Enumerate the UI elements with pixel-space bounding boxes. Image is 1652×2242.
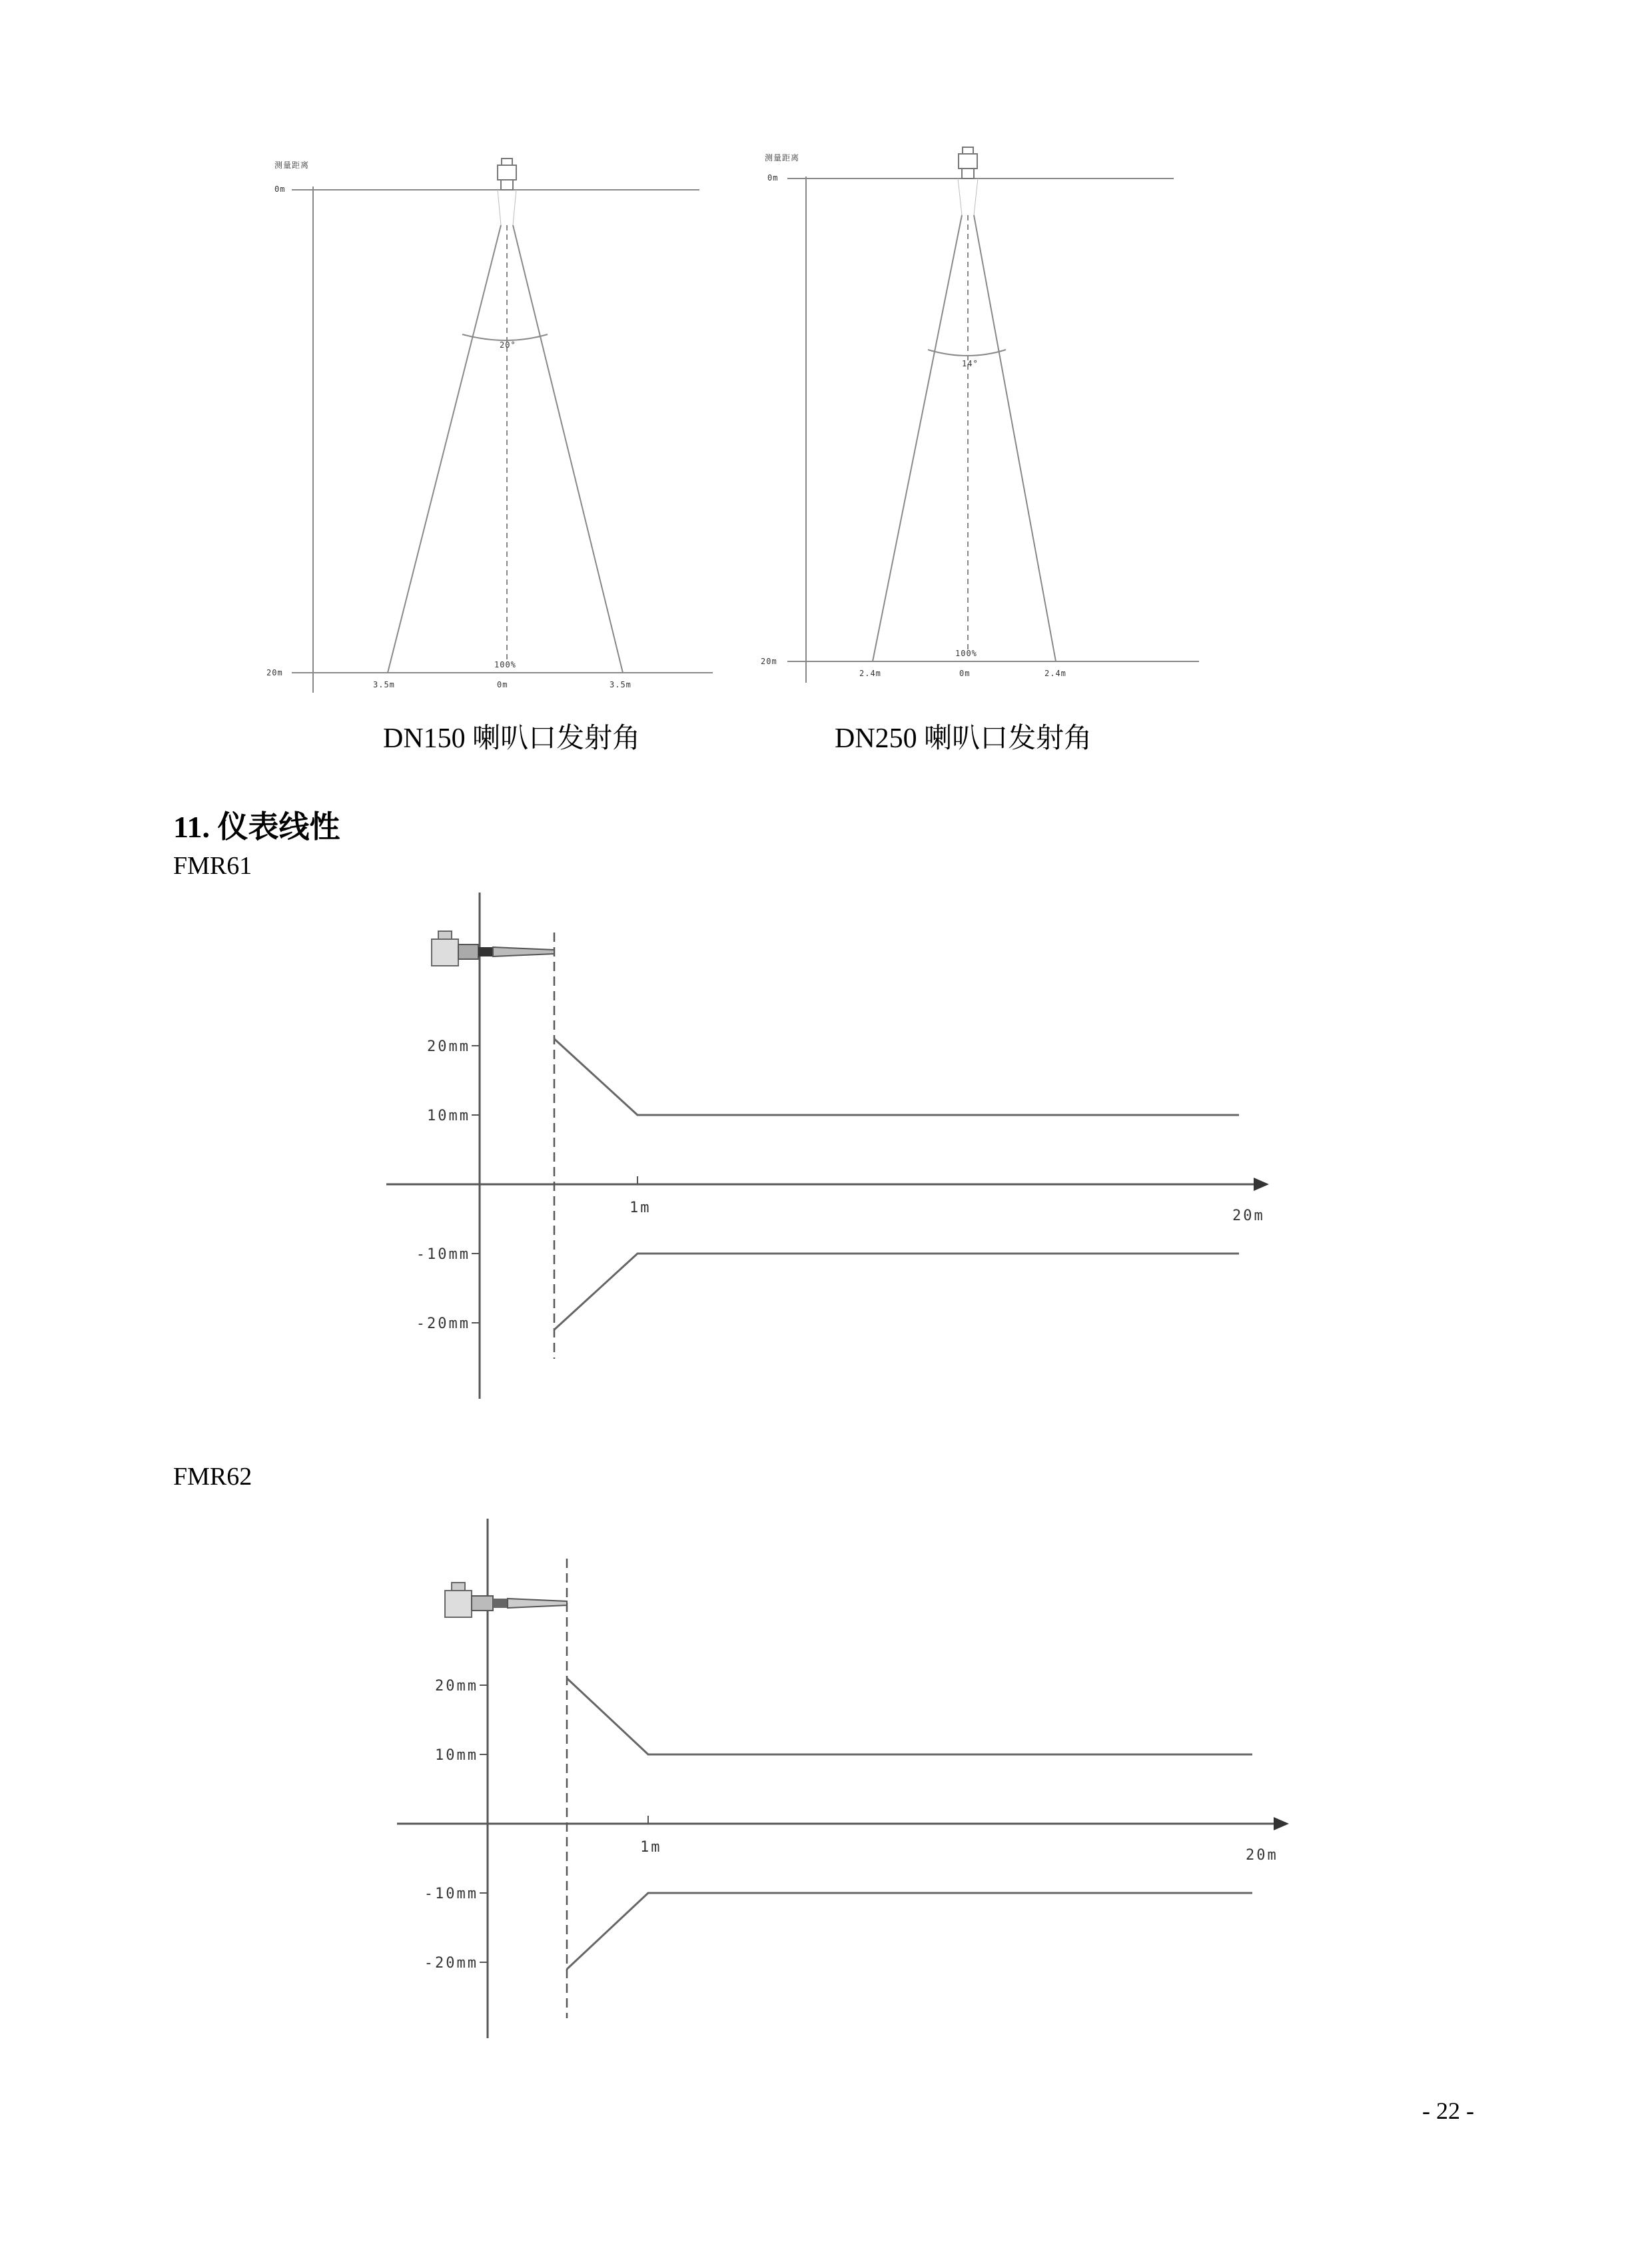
axis-title: 测量距离 [274, 161, 310, 170]
beam-right-edge [513, 225, 623, 673]
lower-tolerance-line [554, 1254, 1239, 1329]
top-tick-label: 0m [767, 173, 779, 183]
y-tick-label: -10mm [424, 1886, 478, 1902]
model-label-fmr62: FMR62 [173, 1463, 252, 1491]
lower-tolerance-line [567, 1893, 1252, 1969]
beam-right-edge [974, 215, 1056, 661]
x-axis-arrow-icon [1254, 1178, 1269, 1191]
right-width-label: 2.4m [1044, 669, 1066, 678]
center-percent-label: 100% [955, 649, 977, 658]
radar-sensor-icon [432, 931, 554, 966]
upper-tolerance-line [554, 1039, 1239, 1115]
center-width-label: 0m [959, 669, 971, 678]
caption-dn250: DN250 喇叭口发射角 [835, 723, 1092, 754]
left-width-label: 2.4m [859, 669, 881, 678]
radar-sensor-icon [959, 147, 977, 179]
y-tick-label: 10mm [435, 1747, 478, 1764]
page-number: - 22 - [1422, 2097, 1474, 2124]
left-width-label: 3.5m [373, 680, 395, 689]
x-tick-label: 1m [629, 1200, 651, 1216]
bottom-tick-label: 20m [266, 668, 283, 677]
upper-tolerance-line [567, 1679, 1252, 1754]
y-tick-label: -10mm [416, 1246, 470, 1263]
beam-angle-diagram-dn250 [759, 137, 1226, 689]
x-tick-label: 20m [1246, 1847, 1278, 1864]
angle-arc [462, 334, 548, 340]
y-tick-label: -20mm [424, 1955, 478, 1972]
linearity-chart-fmr62 [373, 1505, 1319, 2052]
beam-angle-diagram-dn150 [260, 147, 726, 699]
linearity-chart-fmr61 [373, 879, 1306, 1412]
bottom-tick-label: 20m [761, 657, 777, 666]
caption-dn150: DN150 喇叭口发射角 [383, 723, 641, 754]
y-tick-label: -20mm [416, 1315, 470, 1332]
beam-left-edge [388, 225, 501, 673]
x-tick-label: 1m [640, 1839, 662, 1856]
right-width-label: 3.5m [610, 680, 631, 689]
beam-left-edge [873, 215, 962, 661]
center-width-label: 0m [497, 680, 508, 689]
top-tick-label: 0m [274, 185, 286, 194]
angle-label: 14° [962, 359, 979, 368]
angle-label: 20° [500, 340, 516, 350]
radar-sensor-icon [445, 1583, 567, 1617]
model-label-fmr61: FMR61 [173, 852, 252, 880]
angle-arc [928, 350, 1006, 356]
center-percent-label: 100% [494, 660, 516, 669]
y-tick-label: 20mm [427, 1038, 470, 1055]
section-heading: 11. 仪表线性 [173, 810, 340, 844]
y-tick-label: 10mm [427, 1108, 470, 1124]
x-tick-label: 20m [1232, 1208, 1265, 1224]
axis-title: 测量距离 [765, 153, 800, 163]
radar-sensor-icon [498, 159, 516, 190]
x-axis-arrow-icon [1274, 1817, 1289, 1830]
y-tick-label: 20mm [435, 1678, 478, 1694]
